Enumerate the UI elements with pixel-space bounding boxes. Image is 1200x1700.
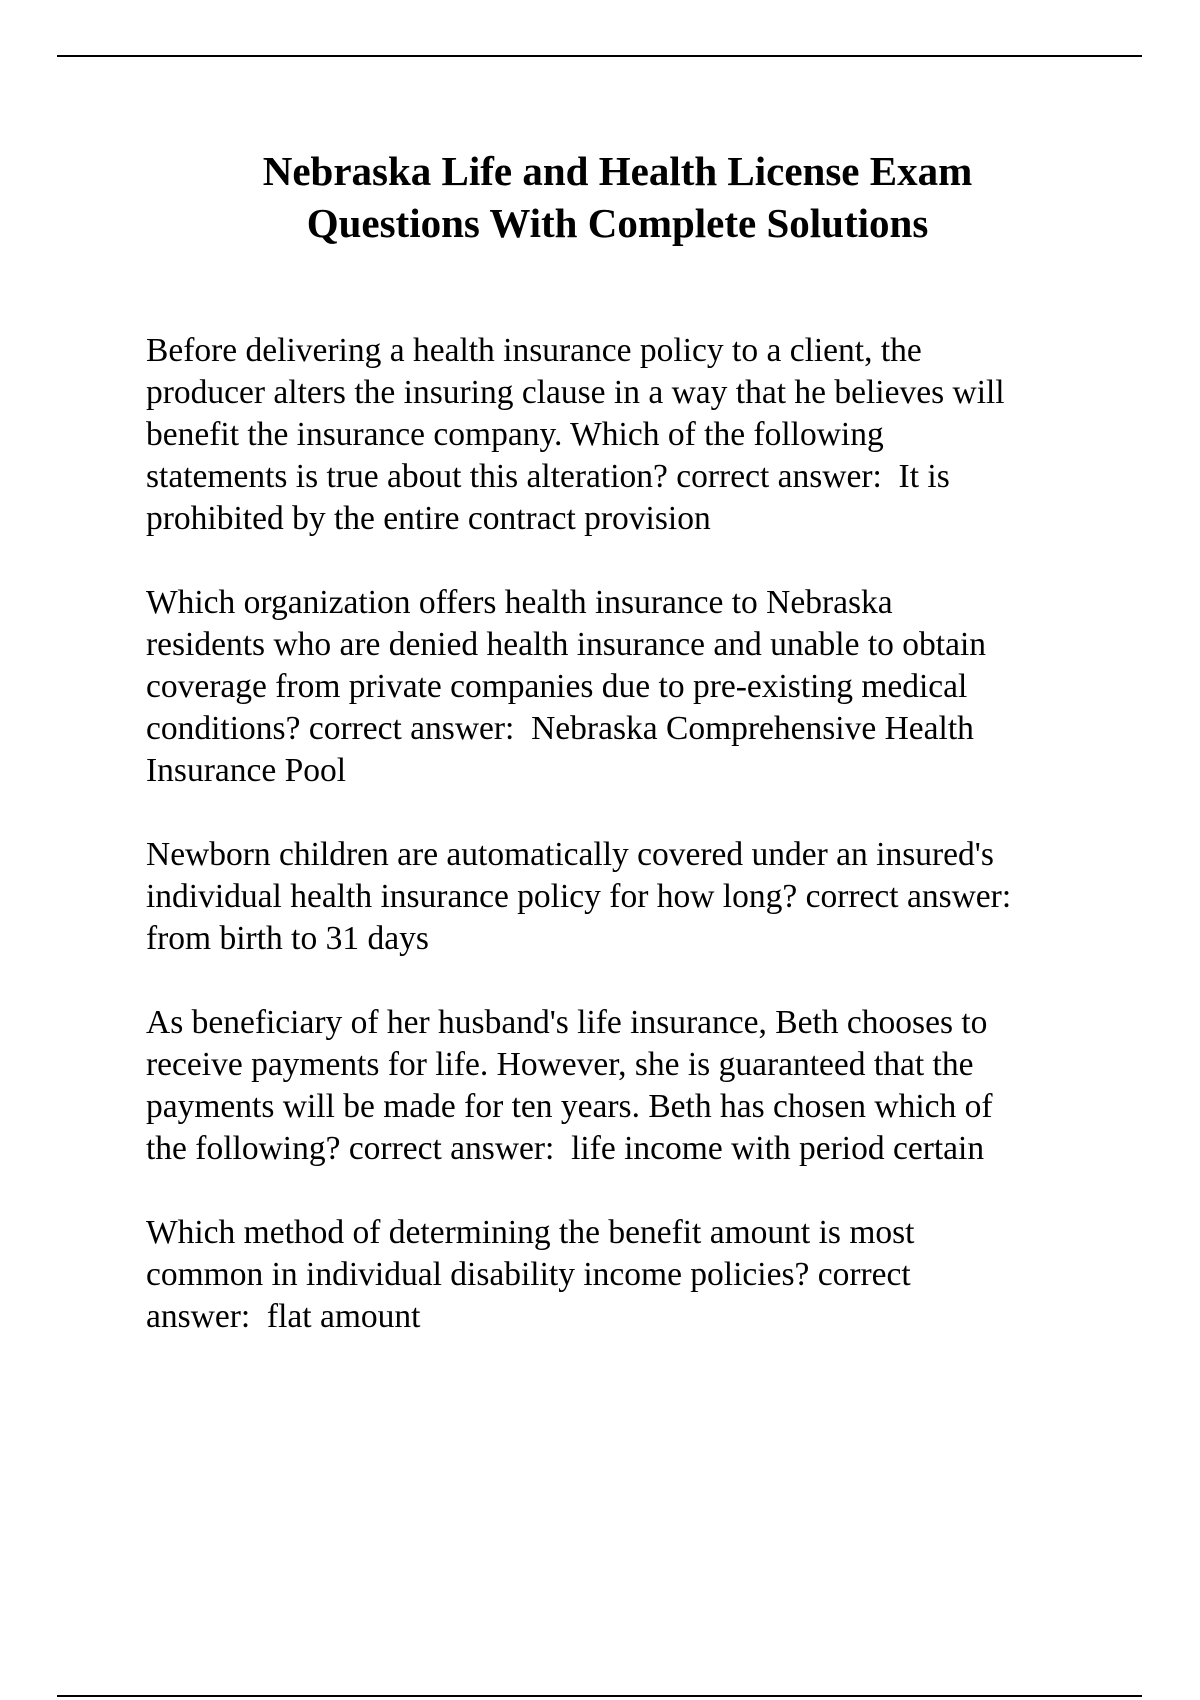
text-line: residents who are denied health insurance and unable to obtain	[146, 626, 987, 663]
text-line: statements is true about this alteration? correct answer: It is	[146, 458, 950, 495]
page-title	[0, 145, 1200, 249]
text-line: receive payments for life. However, she is guaranteed that the	[146, 1046, 974, 1083]
text-line: producer alters the insuring clause in a way that he believes will	[146, 374, 1005, 411]
question-item-5	[146, 1212, 1091, 1338]
text-line: Newborn children are automatically covered under an insured's	[146, 836, 994, 873]
question-item-2	[146, 582, 1091, 792]
text-line: Before delivering a health insurance policy to a client, the	[146, 332, 922, 369]
text-line: Which organization offers health insurance to Nebraska	[146, 584, 893, 621]
question-item-1	[146, 330, 1091, 540]
text-line: benefit the insurance company. Which of the following	[146, 416, 884, 453]
question-item-3	[146, 834, 1091, 960]
text-line: payments will be made for ten years. Beth has chosen which of	[146, 1088, 993, 1125]
text-line: answer: flat amount	[146, 1298, 421, 1335]
text-line: the following? correct answer: life income with period certain	[146, 1130, 985, 1167]
text-line: conditions? correct answer: Nebraska Comprehensive Health	[146, 710, 974, 747]
top-rule	[57, 55, 1142, 57]
text-line: prohibited by the entire contract provision	[146, 500, 711, 537]
title-line-2: Questions With Complete Solutions	[306, 200, 929, 246]
text-line: Insurance Pool	[146, 752, 347, 789]
bottom-rule	[57, 1695, 1142, 1697]
text-line: from birth to 31 days	[146, 920, 429, 957]
text-line: coverage from private companies due to pre-existing medical	[146, 668, 968, 705]
title-line-1: Nebraska Life and Health License Exam	[262, 148, 973, 194]
question-item-4	[146, 1002, 1091, 1170]
text-line: common in individual disability income policies? correct	[146, 1256, 911, 1293]
question-list	[146, 330, 1091, 1380]
text-line: individual health insurance policy for how long? correct answer:	[146, 878, 1012, 915]
text-line: Which method of determining the benefit amount is most	[146, 1214, 915, 1251]
text-line: As beneficiary of her husband's life insurance, Beth chooses to	[146, 1004, 988, 1041]
